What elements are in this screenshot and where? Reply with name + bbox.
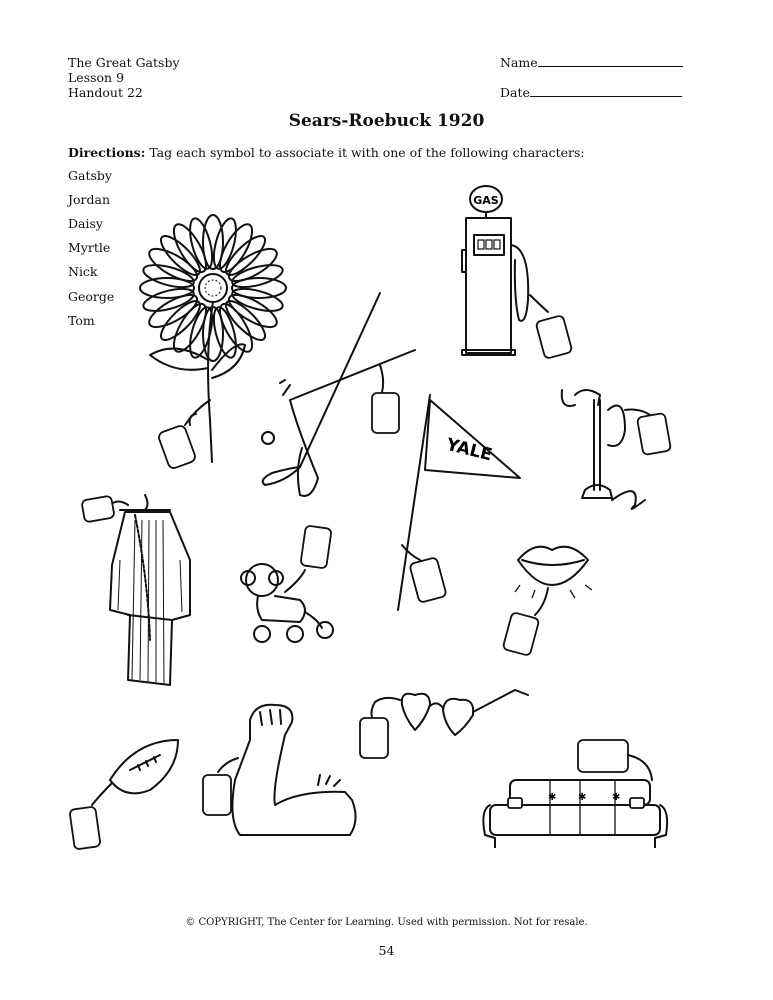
flapper-dress-icon (81, 495, 190, 685)
character-gatsby: Gatsby (68, 168, 112, 183)
sofa-star-icon: ✱ (612, 792, 621, 803)
lesson-number: Lesson 9 (68, 70, 125, 85)
handout-number: Handout 22 (68, 85, 143, 100)
name-label: Name (500, 55, 538, 70)
character-myrtle: Myrtle (68, 240, 111, 255)
copyright-footer: © COPYRIGHT, The Center for Learning. Used with permission. Not for resale. (185, 917, 588, 928)
poodle-icon (241, 525, 333, 642)
lips-icon (503, 547, 592, 656)
flower-tag-icon (157, 414, 196, 470)
candlestick-telephone-icon (562, 390, 671, 509)
flexed-arm-icon (203, 705, 356, 835)
football-icon (69, 740, 178, 850)
gas-pump-label: GAS (473, 194, 499, 207)
sofa-star-icon: ✱ (578, 792, 587, 803)
directions-text: Tag each symbol to associate it with one of the following characters: (145, 145, 585, 160)
page-number: 54 (378, 943, 395, 958)
character-nick: Nick (68, 264, 98, 279)
heart-sunglasses-icon (360, 690, 528, 758)
course-title: The Great Gatsby (68, 55, 180, 70)
golf-clubs-icon (262, 293, 415, 496)
yale-pennant-label: YALE (444, 434, 495, 466)
sofa-star-icon: ✱ (548, 792, 557, 803)
character-daisy: Daisy (68, 216, 103, 231)
gas-pump-icon (462, 186, 572, 359)
yale-pennant-icon (398, 395, 520, 610)
character-tom: Tom (68, 313, 95, 328)
page-title: Sears-Roebuck 1920 (288, 111, 485, 131)
directions-label: Directions: (68, 145, 146, 160)
character-jordan: Jordan (68, 192, 111, 207)
character-george: George (68, 289, 115, 304)
date-label: Date (500, 85, 530, 100)
daisy-flower-icon (140, 215, 286, 462)
sofa-icon (483, 740, 667, 848)
